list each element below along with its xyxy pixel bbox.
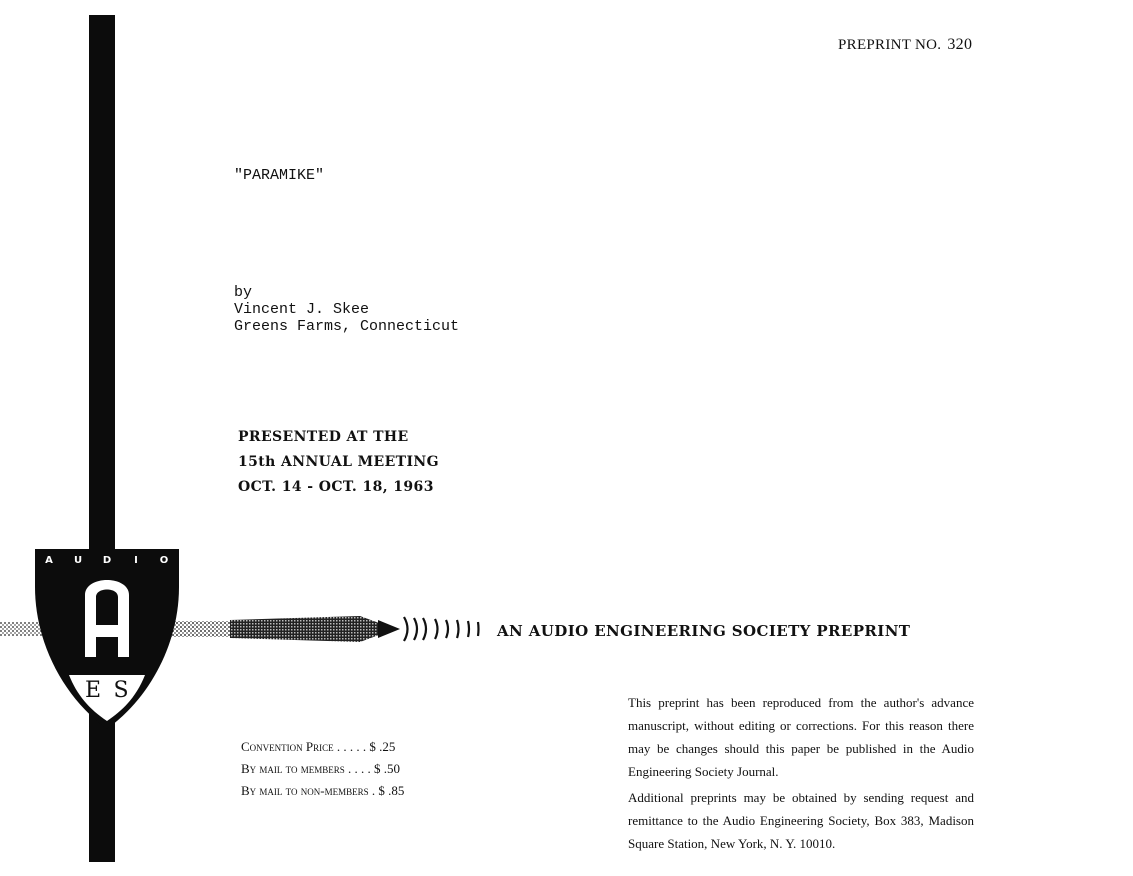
meeting-line-2: 15th ANNUAL MEETING <box>238 454 439 470</box>
price-list <box>241 736 404 802</box>
notice-paragraph-2: Additional preprints may be obtained by sending request and remittance to the Audio Engineering Society, Box 383, Madison Square Station, New York, N. Y. 10010. <box>628 790 974 851</box>
svg-text:A: A <box>45 555 53 566</box>
society-heading: AN AUDIO ENGINEERING SOCIETY PREPRINT <box>497 622 911 640</box>
sound-wave-lines <box>420 614 492 646</box>
svg-text:U: U <box>73 555 83 566</box>
price-row: Convention Price . . . . . $ .25 <box>241 739 396 754</box>
reproduction-notice <box>628 691 974 858</box>
paper-title: "PARAMIKE" <box>234 167 325 184</box>
price-row: By mail to non-members . $ .85 <box>241 783 405 798</box>
preprint-number-value: 320 <box>947 36 973 53</box>
preprint-label: PREPRINT NO. <box>838 37 942 53</box>
svg-text:I: I <box>134 555 138 566</box>
vertical-bar <box>89 15 115 862</box>
svg-text:E: E <box>84 678 102 703</box>
svg-text:S: S <box>113 678 129 703</box>
by-label: by <box>234 284 253 301</box>
svg-text:O: O <box>159 555 169 566</box>
notice-paragraph-1: This preprint has been reproduced from the author's advance manuscript, without editing or corrections. For this reason there may be changes should this paper be published in the Audio Engineering Society Journal. <box>628 695 974 779</box>
meeting-info <box>238 425 439 500</box>
preprint-number <box>838 36 972 54</box>
author-location: Greens Farms, Connecticut <box>234 318 460 335</box>
svg-text:D: D <box>102 555 112 566</box>
meeting-line-1: PRESENTED AT THE <box>238 429 409 445</box>
aes-shield-logo <box>33 547 181 731</box>
meeting-line-3: OCT. 14 - OCT. 18, 1963 <box>238 479 434 495</box>
price-row: By mail to members . . . . $ .50 <box>241 761 401 776</box>
author-block <box>234 284 459 335</box>
author-name: Vincent J. Skee <box>234 301 370 318</box>
